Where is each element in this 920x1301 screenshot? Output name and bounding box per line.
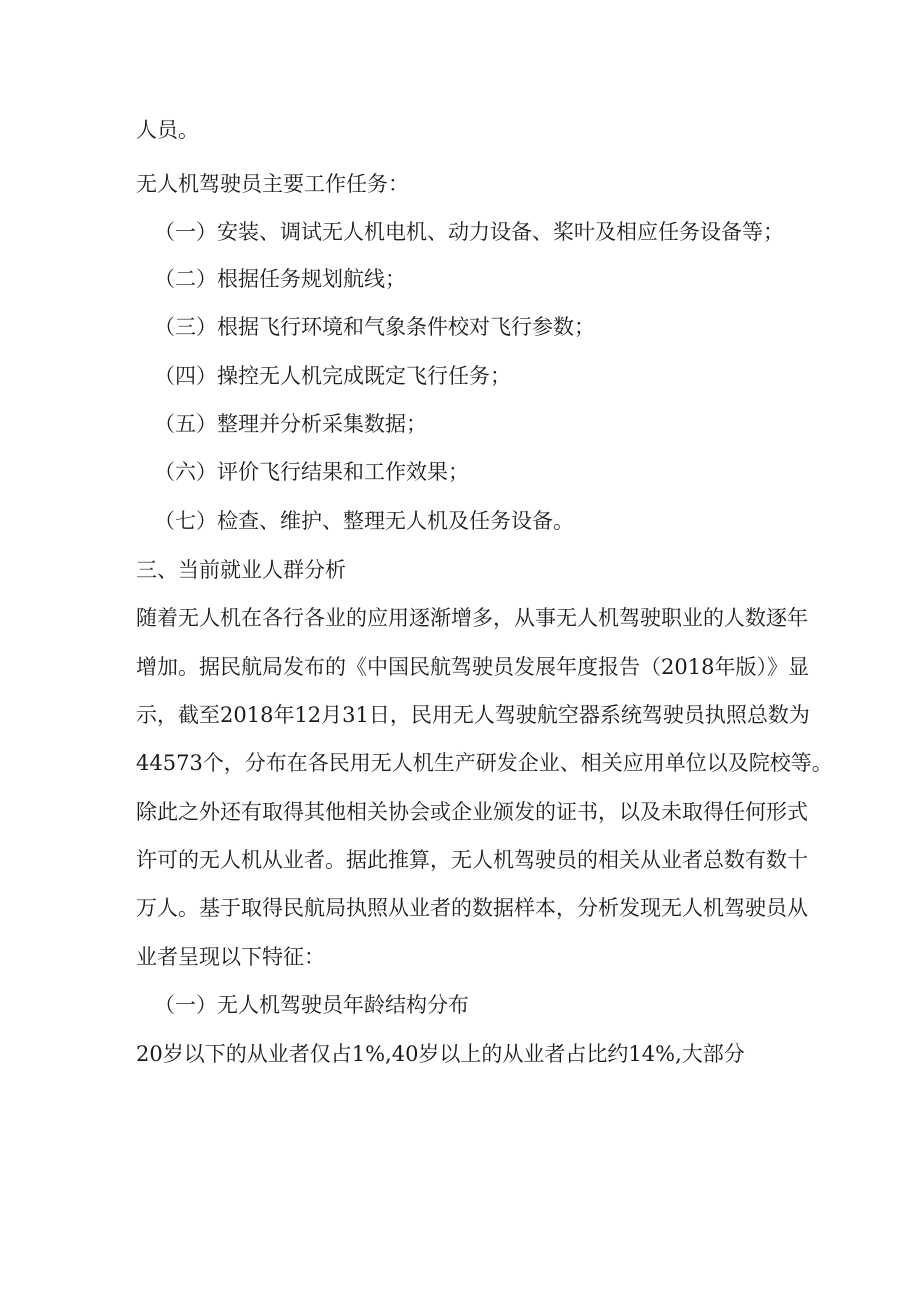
text-line: 无人机驾驶员主要工作任务：: [136, 172, 409, 196]
text-line: 人员。: [136, 118, 199, 142]
list-item: （三）根据飞行环境和气象条件校对飞行参数；: [154, 315, 595, 339]
text-line: 许可的无人机从业者。据此推算，无人机驾驶员的相关从业者总数有数十: [136, 848, 808, 872]
list-item: （一）安装、调试无人机电机、动力设备、桨叶及相应任务设备等；: [154, 220, 784, 244]
section-heading: 三、当前就业人群分析: [136, 558, 346, 582]
text-line: 增加。据民航局发布的《中国民航驾驶员发展年度报告（2018年版）》显: [136, 655, 809, 679]
text-line: 万人。基于取得民航局执照从业者的数据样本，分析发现无人机驾驶员从: [136, 896, 808, 920]
list-item: （四）操控无人机完成既定飞行任务；: [154, 364, 511, 388]
text-line: 示，截至2018年12月31日，民用无人驾驶航空器系统驾驶员执照总数为: [136, 703, 810, 727]
text-line: 除此之外还有取得其他相关协会或企业颁发的证书，以及未取得任何形式: [136, 800, 808, 824]
list-item: （二）根据任务规划航线；: [154, 267, 406, 291]
list-item: （五）整理并分析采集数据；: [154, 412, 427, 436]
text-line: 随着无人机在各行各业的应用逐渐增多，从事无人机驾驶职业的人数逐年: [136, 606, 808, 630]
list-item: （七）检查、维护、整理无人机及任务设备。: [154, 509, 574, 533]
text-line: 44573个，分布在各民用无人机生产研发企业、相关应用单位以及院校等。: [136, 751, 833, 775]
list-item: （六）评价飞行结果和工作效果；: [154, 460, 469, 484]
text-line: 20岁以下的从业者仅占1%,40岁以上的从业者占比约14%,大部分: [136, 1042, 745, 1066]
subsection-heading: （一）无人机驾驶员年龄结构分布: [154, 993, 469, 1017]
text-line: 业者呈现以下特征：: [136, 945, 325, 969]
